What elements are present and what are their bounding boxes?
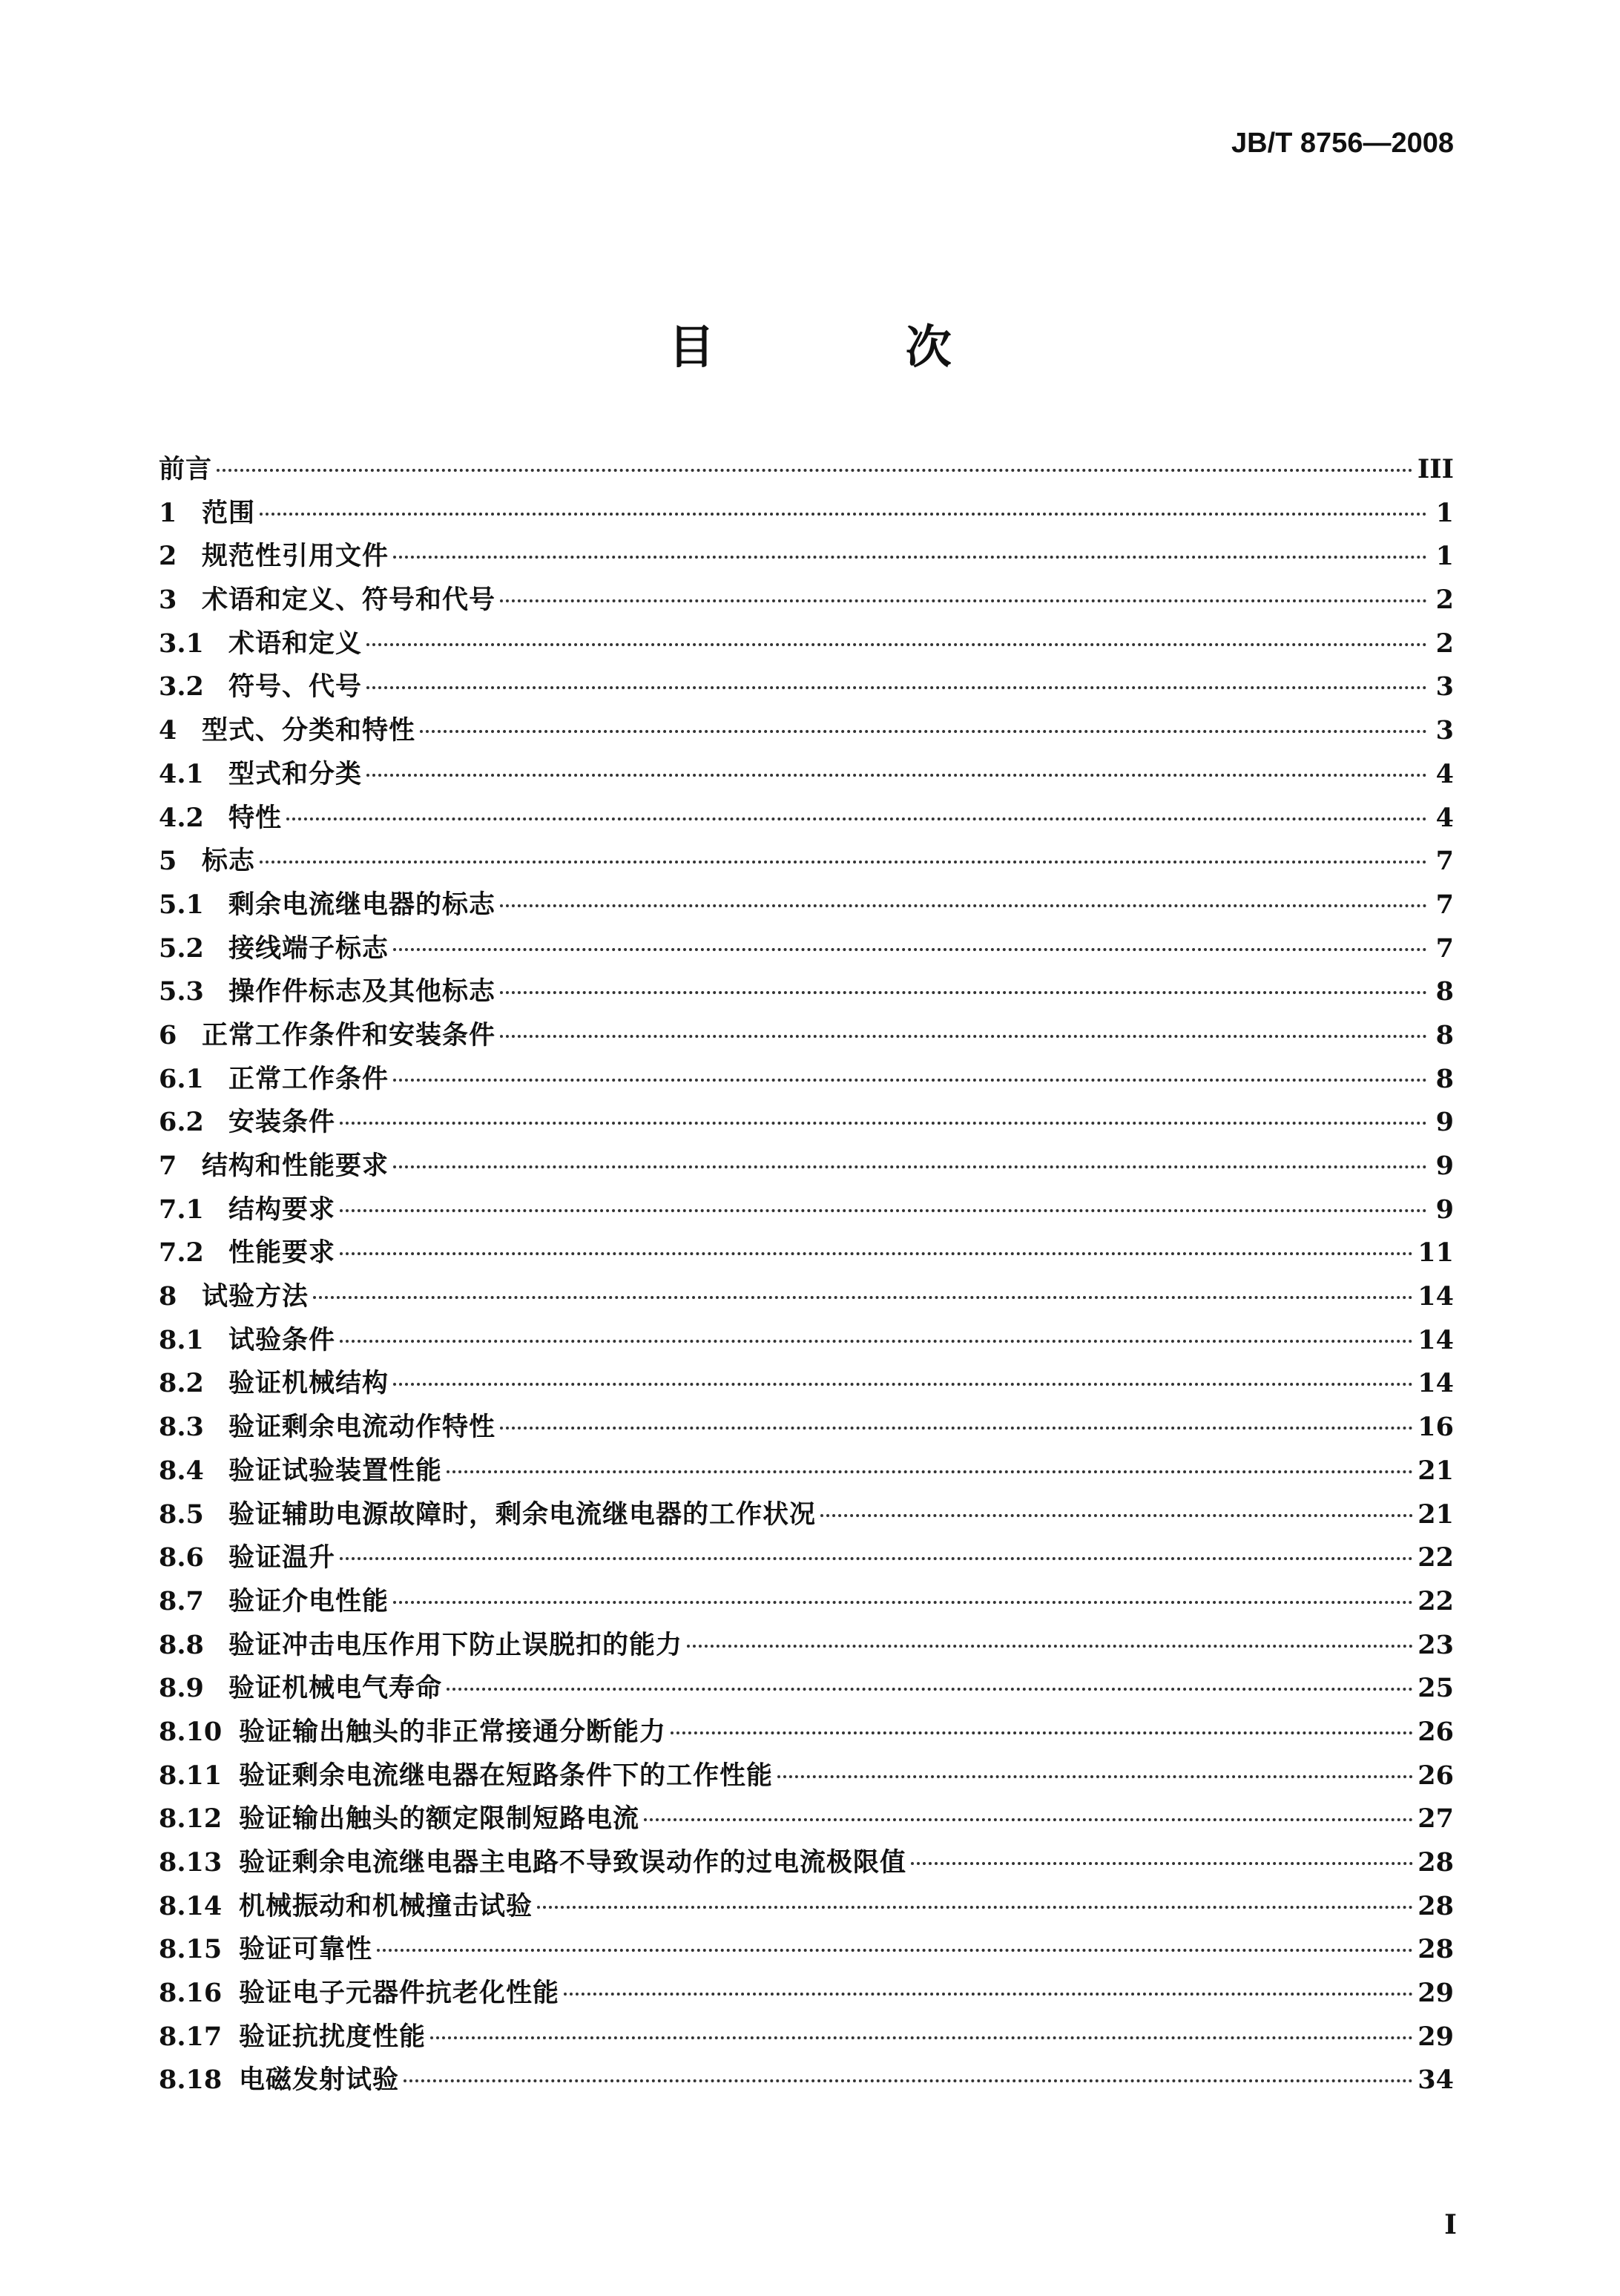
toc-entry-page: 1 xyxy=(1435,541,1454,572)
toc-entry-number: 8.16 xyxy=(159,1978,223,2009)
toc-leader-dots xyxy=(340,1252,1413,1255)
toc-leader-dots xyxy=(500,991,1427,994)
toc-entry-number: 5 xyxy=(159,846,177,877)
toc-entry-page: 11 xyxy=(1418,1237,1454,1269)
toc-entry-page: 28 xyxy=(1418,1847,1454,1878)
toc-entry[interactable] xyxy=(159,2059,1454,2102)
toc-entry-label: 验证温升 xyxy=(228,1543,336,1573)
toc-entry-label: 结构要求 xyxy=(228,1194,336,1225)
toc-entry-label: 正常工作条件和安装条件 xyxy=(202,1020,496,1050)
toc-entry-label: 安装条件 xyxy=(228,1108,336,1138)
toc-entry-page: 8 xyxy=(1435,1019,1454,1050)
toc-leader-dots xyxy=(447,1688,1413,1691)
toc-leader-dots xyxy=(393,948,1427,951)
toc-entry-label: 验证机械结构 xyxy=(228,1369,389,1399)
toc-entry[interactable] xyxy=(159,840,1454,884)
toc-entry-label: 剩余电流继电器的标志 xyxy=(228,889,496,920)
toc-leader-dots xyxy=(911,1862,1413,1865)
document-number: JB/T 8756—2008 xyxy=(1231,128,1454,159)
toc-entry-number: 8.6 xyxy=(159,1542,204,1573)
toc-entry[interactable] xyxy=(159,535,1454,579)
toc-entry-page: 14 xyxy=(1418,1324,1454,1355)
toc-leader-dots xyxy=(500,904,1427,907)
toc-entry-number: 4 xyxy=(159,715,177,746)
toc-leader-dots xyxy=(366,643,1427,646)
toc-entry-number: 8.15 xyxy=(159,1934,223,1965)
toc-leader-dots xyxy=(340,1122,1427,1125)
toc-entry-number: 8.13 xyxy=(159,1847,223,1878)
toc-entry-number: 2 xyxy=(159,541,177,572)
toc-entry[interactable] xyxy=(159,1580,1454,1624)
toc-entry-label: 验证电子元器件抗老化性能 xyxy=(239,1978,560,2009)
toc-entry-number: 5.2 xyxy=(159,932,204,964)
toc-entry-label: 符号、代号 xyxy=(228,672,363,703)
toc-entry[interactable] xyxy=(159,709,1454,753)
toc-entry-number: 6 xyxy=(159,1019,177,1050)
toc-leader-dots xyxy=(537,1906,1413,1909)
toc-leader-dots xyxy=(393,556,1427,559)
toc-entry-page: 7 xyxy=(1435,889,1454,920)
toc-leader-dots xyxy=(393,1079,1427,1082)
toc-entry-label: 正常工作条件 xyxy=(228,1064,389,1094)
toc-entry-page: 7 xyxy=(1435,932,1454,964)
toc-entry-number: 6.1 xyxy=(159,1063,204,1094)
toc-leader-dots xyxy=(217,469,1413,472)
toc-entry-label: 验证机械电气寿命 xyxy=(228,1674,443,1704)
toc-entry-number: 5.1 xyxy=(159,889,204,920)
toc-entry-number: 8.18 xyxy=(159,2065,223,2096)
toc-entry-number: 3.2 xyxy=(159,671,204,703)
toc-entry-number: 8.1 xyxy=(159,1324,204,1355)
toc-entry-number: 8.7 xyxy=(159,1585,204,1616)
toc-entry[interactable] xyxy=(159,1624,1454,1668)
toc-entry[interactable] xyxy=(159,1406,1454,1450)
toc-entry-label: 操作件标志及其他标志 xyxy=(228,977,496,1007)
toc-entry-page: 26 xyxy=(1418,1760,1454,1791)
toc-leader-dots xyxy=(377,1949,1413,1952)
toc-entry-label: 机械振动和机械撞击试验 xyxy=(239,1891,533,1921)
toc-entry-page: 27 xyxy=(1418,1803,1454,1835)
toc-leader-dots xyxy=(644,1818,1413,1821)
toc-entry-page: 29 xyxy=(1418,1978,1454,2009)
toc-entry[interactable] xyxy=(159,492,1454,536)
table-of-contents xyxy=(159,448,1454,2102)
toc-entry-label: 特性 xyxy=(228,803,283,833)
toc-entry[interactable] xyxy=(159,1797,1454,1841)
toc-entry-label: 验证抗扰度性能 xyxy=(239,2022,427,2052)
toc-entry[interactable] xyxy=(159,1536,1454,1580)
toc-entry-page: 2 xyxy=(1435,628,1454,659)
toc-entry-label: 结构和性能要求 xyxy=(202,1151,389,1181)
toc-entry-page: 8 xyxy=(1435,1063,1454,1094)
toc-entry[interactable] xyxy=(159,753,1454,797)
toc-entry[interactable] xyxy=(159,1841,1454,1885)
toc-entry-number: 8.2 xyxy=(159,1368,204,1399)
toc-entry-label: 术语和定义、符号和代号 xyxy=(202,585,496,616)
toc-entry-label: 前言 xyxy=(159,455,213,484)
toc-entry-label: 规范性引用文件 xyxy=(202,542,389,572)
toc-entry[interactable] xyxy=(159,2016,1454,2059)
toc-entry[interactable] xyxy=(159,1231,1454,1275)
toc-entry[interactable] xyxy=(159,884,1454,927)
toc-entry-number: 8.4 xyxy=(159,1455,204,1486)
toc-entry-page: 3 xyxy=(1435,671,1454,703)
page-number: I xyxy=(1444,2209,1457,2240)
toc-entry-page: 23 xyxy=(1418,1629,1454,1660)
toc-leader-dots xyxy=(340,1557,1413,1560)
toc-entry-label: 性能要求 xyxy=(228,1238,336,1269)
toc-entry[interactable] xyxy=(159,1014,1454,1058)
toc-entry[interactable] xyxy=(159,448,1454,492)
toc-entry-label: 验证可靠性 xyxy=(239,1935,373,1965)
toc-entry[interactable] xyxy=(159,1450,1454,1493)
toc-entry-page: 16 xyxy=(1418,1412,1454,1443)
toc-leader-dots xyxy=(430,2036,1413,2039)
toc-entry-page: 3 xyxy=(1435,715,1454,746)
toc-entry-page: 9 xyxy=(1435,1107,1454,1138)
toc-entry-page: 14 xyxy=(1418,1281,1454,1312)
toc-leader-dots xyxy=(340,1209,1427,1212)
toc-entry-page: 22 xyxy=(1418,1585,1454,1616)
toc-entry-page: III xyxy=(1417,454,1454,484)
toc-entry-page: 21 xyxy=(1418,1499,1454,1530)
toc-entry[interactable] xyxy=(159,1058,1454,1102)
toc-leader-dots xyxy=(393,1383,1413,1386)
toc-entry[interactable] xyxy=(159,579,1454,622)
toc-entry[interactable] xyxy=(159,1145,1454,1188)
toc-entry-page: 26 xyxy=(1418,1716,1454,1747)
toc-entry-number: 7.1 xyxy=(159,1194,204,1225)
toc-entry-page: 1 xyxy=(1435,497,1454,528)
toc-entry-label: 型式和分类 xyxy=(228,759,363,789)
toc-entry-label: 接线端子标志 xyxy=(228,933,389,964)
toc-leader-dots xyxy=(340,1340,1413,1343)
toc-leader-dots xyxy=(671,1731,1413,1734)
toc-leader-dots xyxy=(500,1035,1427,1038)
toc-leader-dots xyxy=(313,1296,1413,1299)
toc-entry-page: 9 xyxy=(1435,1194,1454,1225)
toc-entry[interactable] xyxy=(159,1754,1454,1798)
toc-entry[interactable] xyxy=(159,1972,1454,2016)
toc-entry-number: 8.10 xyxy=(159,1716,223,1747)
toc-entry-label: 验证剩余电流继电器在短路条件下的工作性能 xyxy=(239,1760,774,1791)
toc-leader-dots xyxy=(366,686,1427,689)
toc-entry-page: 28 xyxy=(1418,1890,1454,1921)
toc-entry[interactable] xyxy=(159,1188,1454,1232)
toc-entry-number: 8.8 xyxy=(159,1629,204,1660)
toc-entry-number: 8.14 xyxy=(159,1890,223,1921)
toc-entry-label: 型式、分类和特性 xyxy=(202,716,416,746)
toc-entry-number: 8.3 xyxy=(159,1412,204,1443)
toc-entry[interactable] xyxy=(159,1885,1454,1929)
toc-leader-dots xyxy=(820,1514,1413,1517)
toc-entry-label: 电磁发射试验 xyxy=(239,2065,400,2096)
toc-entry-number: 8.5 xyxy=(159,1499,204,1530)
toc-entry-page: 7 xyxy=(1435,846,1454,877)
toc-entry[interactable] xyxy=(159,622,1454,666)
toc-entry-label: 试验条件 xyxy=(228,1325,336,1355)
toc-entry-label: 验证剩余电流继电器主电路不导致误动作的过电流极限值 xyxy=(239,1848,907,1878)
toc-entry-number: 1 xyxy=(159,497,177,528)
toc-entry-page: 14 xyxy=(1418,1368,1454,1399)
toc-entry[interactable] xyxy=(159,927,1454,971)
toc-entry[interactable] xyxy=(159,797,1454,841)
toc-entry-number: 3 xyxy=(159,585,177,616)
toc-leader-dots xyxy=(564,1993,1413,1996)
toc-entry-label: 验证冲击电压作用下防止误脱扣的能力 xyxy=(228,1630,683,1660)
toc-entry-page: 9 xyxy=(1435,1151,1454,1181)
toc-entry[interactable] xyxy=(159,1667,1454,1711)
toc-entry-page: 28 xyxy=(1418,1934,1454,1965)
toc-entry-number: 5.3 xyxy=(159,976,204,1007)
toc-leader-dots xyxy=(420,730,1427,733)
toc-entry-number: 7 xyxy=(159,1151,177,1181)
toc-entry-label: 验证试验装置性能 xyxy=(228,1455,443,1486)
toc-entry[interactable] xyxy=(159,1493,1454,1537)
toc-leader-dots xyxy=(500,599,1427,602)
toc-entry-page: 29 xyxy=(1418,2021,1454,2052)
toc-entry-number: 8 xyxy=(159,1281,177,1312)
toc-entry-number: 3.1 xyxy=(159,628,204,659)
toc-entry-page: 25 xyxy=(1418,1673,1454,1704)
toc-leader-dots xyxy=(393,1165,1427,1168)
toc-entry[interactable] xyxy=(159,665,1454,709)
toc-entry-number: 8.17 xyxy=(159,2021,223,2052)
toc-entry[interactable] xyxy=(159,1319,1454,1363)
toc-entry-page: 4 xyxy=(1435,758,1454,789)
toc-entry-page: 22 xyxy=(1418,1542,1454,1573)
toc-entry-label: 验证剩余电流动作特性 xyxy=(228,1412,496,1443)
toc-entry-number: 8.12 xyxy=(159,1803,223,1835)
toc-leader-dots xyxy=(393,1601,1413,1604)
toc-leader-dots xyxy=(366,774,1427,777)
toc-entry-label: 范围 xyxy=(202,498,256,528)
toc-entry-number: 8.11 xyxy=(159,1760,223,1791)
toc-entry-page: 21 xyxy=(1418,1455,1454,1486)
toc-leader-dots xyxy=(687,1645,1413,1648)
toc-entry[interactable] xyxy=(159,1711,1454,1754)
toc-entry-page: 8 xyxy=(1435,976,1454,1007)
toc-entry-number: 4.1 xyxy=(159,758,204,789)
toc-entry[interactable] xyxy=(159,1362,1454,1406)
toc-leader-dots xyxy=(500,1427,1413,1430)
toc-leader-dots xyxy=(286,818,1427,820)
toc-entry[interactable] xyxy=(159,970,1454,1014)
toc-entry-label: 术语和定义 xyxy=(228,628,363,659)
toc-leader-dots xyxy=(447,1470,1413,1473)
toc-title: 目 次 xyxy=(668,320,1039,374)
toc-entry-label: 验证输出触头的额定限制短路电流 xyxy=(239,1804,640,1835)
toc-entry[interactable] xyxy=(159,1928,1454,1972)
toc-entry-label: 试验方法 xyxy=(202,1282,309,1312)
toc-entry-page: 4 xyxy=(1435,802,1454,833)
toc-entry-number: 8.9 xyxy=(159,1673,204,1704)
toc-entry-label: 标志 xyxy=(202,846,256,877)
toc-entry-number: 6.2 xyxy=(159,1107,204,1138)
toc-entry-page: 34 xyxy=(1418,2065,1454,2096)
toc-leader-dots xyxy=(260,513,1427,516)
toc-entry-label: 验证辅助电源故障时，剩余电流继电器的工作状况 xyxy=(228,1499,817,1530)
toc-leader-dots xyxy=(404,2079,1413,2082)
toc-entry-label: 验证输出触头的非正常接通分断能力 xyxy=(239,1717,667,1747)
toc-entry[interactable] xyxy=(159,1101,1454,1145)
toc-entry[interactable] xyxy=(159,1275,1454,1319)
toc-entry-page: 2 xyxy=(1435,585,1454,616)
toc-entry-number: 7.2 xyxy=(159,1237,204,1269)
toc-entry-number: 4.2 xyxy=(159,802,204,833)
toc-leader-dots xyxy=(260,861,1427,864)
toc-leader-dots xyxy=(777,1775,1413,1778)
toc-entry-label: 验证介电性能 xyxy=(228,1586,389,1616)
